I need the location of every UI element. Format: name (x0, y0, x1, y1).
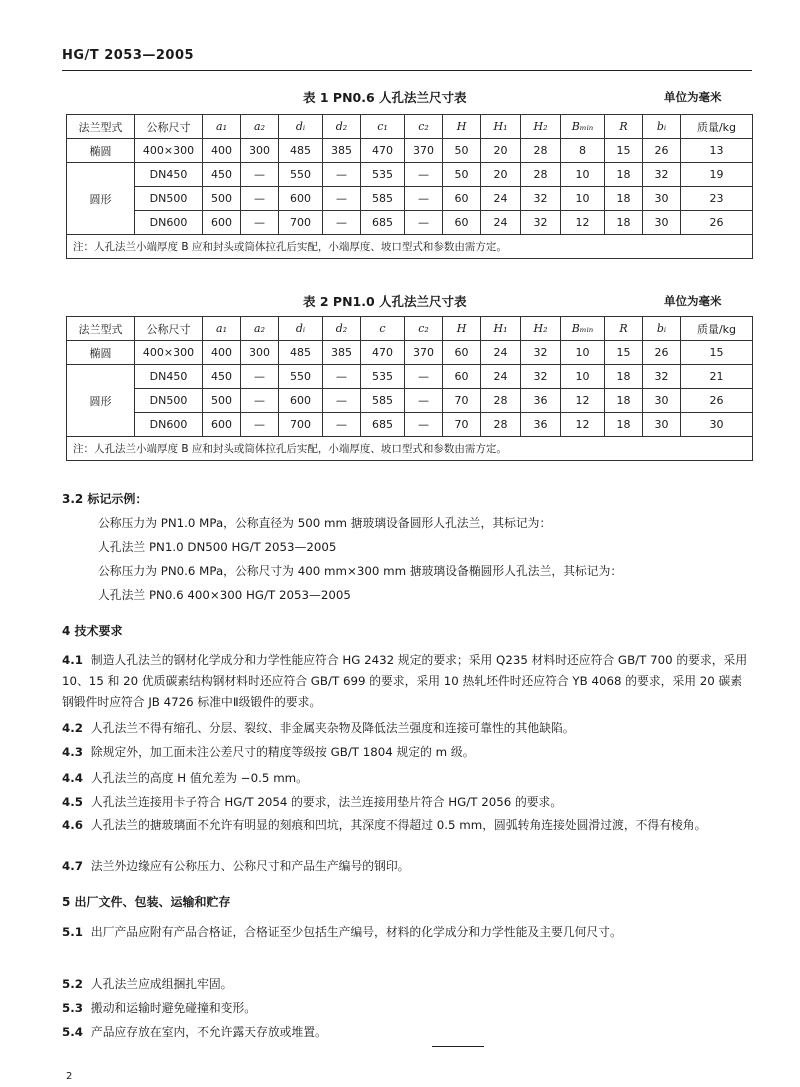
table-cell: 485 (279, 139, 323, 163)
clause (62, 792, 752, 813)
clause-text: 除规定外，加工面未注公差尺寸的精度等级按 GB/T 1804 规定的 m 级。 (90, 745, 475, 759)
table-cell: — (241, 163, 279, 187)
footer-rule (432, 1046, 484, 1047)
column-header: dᵢ (279, 317, 323, 341)
clause-number: 4.2 (62, 721, 83, 735)
column-header: 法兰型式 (67, 317, 135, 341)
clause (62, 768, 752, 789)
table-cell: 26 (681, 389, 753, 413)
header-rule (62, 70, 752, 71)
table-cell: 400 (203, 139, 241, 163)
table-cell: 24 (481, 341, 521, 365)
table-cell: 60 (443, 211, 481, 235)
table-cell: — (405, 413, 443, 437)
table-cell: 385 (323, 139, 361, 163)
column-header: c (361, 317, 405, 341)
column-header: c₂ (405, 317, 443, 341)
table-cell: 30 (643, 211, 681, 235)
table-cell: 600 (203, 211, 241, 235)
table-cell: 18 (605, 413, 643, 437)
table-cell: 470 (361, 341, 405, 365)
table-cell: — (323, 163, 361, 187)
table-cell: 470 (361, 139, 405, 163)
table-cell: 26 (643, 139, 681, 163)
column-header: 公称尺寸 (135, 317, 203, 341)
table-cell: 600 (279, 389, 323, 413)
clause-text: 产品应存放在室内，不允许露天存放或堆置。 (90, 1025, 327, 1039)
table-cell: 30 (643, 413, 681, 437)
table1-caption: 表 1 PN0.6 人孔法兰尺寸表 (303, 90, 467, 105)
table-cell: — (323, 211, 361, 235)
table-cell: 485 (279, 341, 323, 365)
table-cell: — (323, 389, 361, 413)
table-cell: 500 (203, 389, 241, 413)
column-header: H (443, 115, 481, 139)
table-row (67, 211, 753, 235)
table-cell: 550 (279, 163, 323, 187)
table-cell: 70 (443, 413, 481, 437)
table-cell: 385 (323, 341, 361, 365)
table-header-row (67, 115, 753, 139)
table-cell: 50 (443, 139, 481, 163)
table-row (67, 163, 753, 187)
clause (62, 1022, 752, 1043)
table-cell: — (405, 365, 443, 389)
table2-unit: 单位为毫米 (664, 294, 722, 308)
table-row (67, 413, 753, 437)
clause-number: 5.2 (62, 977, 83, 991)
clause-number: 4.3 (62, 745, 83, 759)
table-cell: 19 (681, 163, 753, 187)
column-header: a₂ (241, 317, 279, 341)
table-cell: 585 (361, 389, 405, 413)
table-cell: — (405, 187, 443, 211)
table-cell: 535 (361, 163, 405, 187)
table-cell: 10 (561, 341, 605, 365)
table-cell: 70 (443, 389, 481, 413)
table-cell: — (241, 211, 279, 235)
clause-number: 4.6 (62, 818, 83, 832)
table-cell: 32 (643, 163, 681, 187)
table-cell: 450 (203, 365, 241, 389)
table-cell: DN500 (135, 187, 203, 211)
clause (62, 974, 752, 995)
table-note: 注：人孔法兰小端厚度 B 应和封头或筒体拉孔后实配，小端厚度、坡口型式和参数由需方定。 (67, 235, 753, 259)
table-cell: 550 (279, 365, 323, 389)
table-cell: DN450 (135, 365, 203, 389)
clause-number: 4.4 (62, 771, 83, 785)
clause-number: 5.1 (62, 925, 83, 939)
table-cell: 8 (561, 139, 605, 163)
section-5-title: 5 出厂文件、包装、运输和贮存 (62, 895, 231, 909)
table-cell: 500 (203, 187, 241, 211)
table-cell: — (323, 413, 361, 437)
clause-number: 5.3 (62, 1001, 83, 1015)
table-cell: 600 (203, 413, 241, 437)
table-cell: 36 (521, 413, 561, 437)
column-header: a₁ (203, 317, 241, 341)
marking-example-line: 公称压力为 PN1.0 MPa，公称直径为 500 mm 搪玻璃设备圆形人孔法兰，其标记为： (98, 516, 552, 530)
table-cell: 28 (481, 413, 521, 437)
table-row (67, 341, 753, 365)
table-cell: 15 (681, 341, 753, 365)
table-cell: — (323, 187, 361, 211)
clause-text: 法兰外边缘应有公称压力、公称尺寸和产品生产编号的钢印。 (90, 859, 410, 873)
column-header: d₂ (323, 115, 361, 139)
clause (62, 922, 752, 943)
column-header: H (443, 317, 481, 341)
table-cell: 400×300 (135, 341, 203, 365)
table-cell: 300 (241, 341, 279, 365)
table-row (67, 389, 753, 413)
clause-number: 4.5 (62, 795, 83, 809)
table-cell: — (241, 187, 279, 211)
table-cell: 32 (521, 365, 561, 389)
table-cell: — (323, 365, 361, 389)
table-cell: — (241, 413, 279, 437)
table-cell: — (405, 163, 443, 187)
table1-unit: 单位为毫米 (664, 90, 722, 104)
clause (62, 718, 752, 739)
column-header: R (605, 115, 643, 139)
column-header: d₂ (323, 317, 361, 341)
table-cell: — (241, 389, 279, 413)
table-row (67, 139, 753, 163)
table-cell: 28 (481, 389, 521, 413)
table-cell: 370 (405, 341, 443, 365)
table-cell: 60 (443, 341, 481, 365)
clause (62, 742, 752, 763)
marking-example-line: 人孔法兰 PN1.0 DN500 HG/T 2053—2005 (98, 540, 337, 554)
table-cell: 32 (521, 187, 561, 211)
table-cell: 700 (279, 413, 323, 437)
table-cell: 18 (605, 365, 643, 389)
table-cell: 18 (605, 163, 643, 187)
clause-text: 搬动和运输时避免碰撞和变形。 (90, 1001, 257, 1015)
clause (62, 998, 752, 1019)
table-cell: 60 (443, 365, 481, 389)
table-cell: 36 (521, 389, 561, 413)
flange-type-cell: 椭圆 (67, 341, 135, 365)
table-cell: 13 (681, 139, 753, 163)
table-cell: 20 (481, 163, 521, 187)
clause (62, 815, 752, 836)
table-cell: 585 (361, 187, 405, 211)
column-header: c₂ (405, 115, 443, 139)
page-number: 2 (66, 1071, 73, 1082)
table-cell: 30 (681, 413, 753, 437)
column-header: R (605, 317, 643, 341)
table-cell: 15 (605, 341, 643, 365)
table-cell: 28 (521, 163, 561, 187)
clause-text: 人孔法兰的搪玻璃面不允许有明显的刻痕和凹坑，其深度不得超过 0.5 mm，圆弧转角连接处圆滑过渡，不得有棱角。 (90, 818, 707, 832)
clause-text: 出厂产品应附有产品合格证，合格证至少包括生产编号，材料的化学成分和力学性能及主要几何尺寸。 (90, 925, 622, 939)
table-cell: 32 (643, 365, 681, 389)
column-header: 法兰型式 (67, 115, 135, 139)
table1 (66, 114, 753, 259)
column-header: dᵢ (279, 115, 323, 139)
table-cell: 18 (605, 211, 643, 235)
clause-text: 人孔法兰连接用卡子符合 HG/T 2054 的要求，法兰连接用垫片符合 HG/T 2056 的要求。 (90, 795, 563, 809)
table-cell: 400×300 (135, 139, 203, 163)
standard-code: HG/T 2053—2005 (62, 48, 195, 63)
table-cell: 12 (561, 211, 605, 235)
flange-type-cell: 椭圆 (67, 139, 135, 163)
table-cell: 24 (481, 187, 521, 211)
table-cell: 700 (279, 211, 323, 235)
column-header: a₁ (203, 115, 241, 139)
section-4-title: 4 技术要求 (62, 624, 123, 638)
clause (62, 856, 752, 877)
table-cell: — (405, 389, 443, 413)
column-header: Bₘᵢₙ (561, 115, 605, 139)
marking-example-line: 公称压力为 PN0.6 MPa，公称尺寸为 400 mm×300 mm 搪玻璃设备椭圆形人孔法兰，其标记为： (98, 564, 623, 578)
clause-number: 4.1 (62, 653, 83, 667)
table-cell: 32 (521, 211, 561, 235)
table-cell: 685 (361, 211, 405, 235)
column-header: H₁ (481, 317, 521, 341)
table-cell: 300 (241, 139, 279, 163)
section-3-2-title: 3.2 标记示例： (62, 492, 148, 506)
table-cell: 535 (361, 365, 405, 389)
marking-example-line: 人孔法兰 PN0.6 400×300 HG/T 2053—2005 (98, 588, 351, 602)
table-cell: 50 (443, 163, 481, 187)
table-cell: 26 (681, 211, 753, 235)
clause-number: 5.4 (62, 1025, 83, 1039)
table-cell: — (241, 365, 279, 389)
clause-text: 人孔法兰的高度 H 值允差为 −0.5 mm。 (90, 771, 308, 785)
table-cell: 30 (643, 389, 681, 413)
column-header: H₁ (481, 115, 521, 139)
clause (62, 650, 752, 713)
table-cell: 60 (443, 187, 481, 211)
table-row (67, 365, 753, 389)
table-cell: DN600 (135, 211, 203, 235)
flange-type-cell: 圆形 (67, 163, 135, 235)
table-header-row (67, 317, 753, 341)
table-note: 注：人孔法兰小端厚度 B 应和封头或筒体拉孔后实配，小端厚度、坡口型式和参数由需方定。 (67, 437, 753, 461)
table-cell: 10 (561, 163, 605, 187)
column-header: H₂ (521, 317, 561, 341)
table-cell: 20 (481, 139, 521, 163)
table-cell: 400 (203, 341, 241, 365)
table2-caption: 表 2 PN1.0 人孔法兰尺寸表 (303, 294, 467, 309)
table-cell: DN450 (135, 163, 203, 187)
column-header: 质量/kg (681, 317, 753, 341)
table-cell: 370 (405, 139, 443, 163)
table-cell: 685 (361, 413, 405, 437)
clause-number: 4.7 (62, 859, 83, 873)
table-cell: 21 (681, 365, 753, 389)
column-header: c₁ (361, 115, 405, 139)
table-row (67, 187, 753, 211)
column-header: H₂ (521, 115, 561, 139)
table-cell: 18 (605, 187, 643, 211)
column-header: Bₘᵢₙ (561, 317, 605, 341)
table-cell: 450 (203, 163, 241, 187)
column-header: 公称尺寸 (135, 115, 203, 139)
column-header: bᵢ (643, 115, 681, 139)
table-cell: 10 (561, 187, 605, 211)
table-cell: — (405, 211, 443, 235)
table-cell: 26 (643, 341, 681, 365)
table-cell: 15 (605, 139, 643, 163)
column-header: bᵢ (643, 317, 681, 341)
column-header: a₂ (241, 115, 279, 139)
column-header: 质量/kg (681, 115, 753, 139)
table-cell: 24 (481, 211, 521, 235)
table-cell: 12 (561, 413, 605, 437)
table-cell: DN600 (135, 413, 203, 437)
clause-text: 制造人孔法兰的钢材化学成分和力学性能应符合 HG 2432 规定的要求；采用 Q235 材料时还应符合 GB/T 700 的要求，采用 10、15 和 20 优质碳素结构钢材料时还应符合 GB/T 699 的要求，采用 10 热轧坯件时还应符合 YB 4068 的要求，采用 20 碳素钢锻件时应符合 JB 4726 标准中Ⅱ级锻件的要求。 (62, 653, 748, 709)
table-cell: DN500 (135, 389, 203, 413)
table-cell: 23 (681, 187, 753, 211)
table-cell: 30 (643, 187, 681, 211)
table-cell: 600 (279, 187, 323, 211)
table-cell: 32 (521, 341, 561, 365)
clause-text: 人孔法兰应成组捆扎牢固。 (90, 977, 233, 991)
table-cell: 10 (561, 365, 605, 389)
table-cell: 12 (561, 389, 605, 413)
table-cell: 28 (521, 139, 561, 163)
clause-text: 人孔法兰不得有缩孔、分层、裂纹、非金属夹杂物及降低法兰强度和连接可靠性的其他缺陷。 (90, 721, 575, 735)
table-cell: 24 (481, 365, 521, 389)
table-cell: 18 (605, 389, 643, 413)
flange-type-cell: 圆形 (67, 365, 135, 437)
table2 (66, 316, 753, 461)
